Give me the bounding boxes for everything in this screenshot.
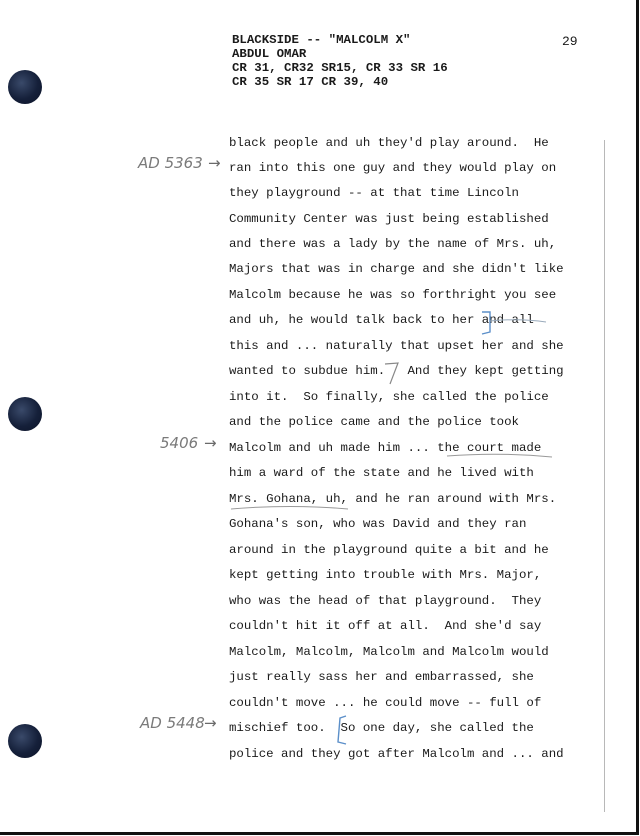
transcript-line: just really sass her and embarrassed, she <box>229 670 534 684</box>
arrow-right-icon: → <box>204 434 217 452</box>
page-number: 29 <box>562 34 578 49</box>
underline-mark <box>447 454 552 457</box>
underline-mark <box>231 507 348 510</box>
header-name: ABDUL OMAR <box>232 47 307 61</box>
transcript-line: they playground -- at that time Lincoln <box>229 186 519 200</box>
header-title: BLACKSIDE -- "MALCOLM X" <box>232 33 411 47</box>
transcript-line: him a ward of the state and he lived with <box>229 466 534 480</box>
timecode-annotation: 5406 <box>160 434 199 452</box>
bracket-mark <box>338 716 346 744</box>
transcript-line: ran into this one guy and they would play on <box>229 161 557 175</box>
transcript-line: couldn't hit it off at all. And she'd say <box>229 619 542 633</box>
transcript-line: around in the playground quite a bit and he <box>229 543 549 557</box>
transcript-line: and uh, he would talk back to her and all <box>229 313 534 327</box>
transcript-line: Malcolm, Malcolm, Malcolm and Malcolm would <box>229 645 549 659</box>
header-codes-2: CR 35 SR 17 CR 39, 40 <box>232 75 389 89</box>
transcript-line: Community Center was just being established <box>229 212 549 226</box>
transcript-line: couldn't move ... he could move -- full of <box>229 696 542 710</box>
transcript-line: kept getting into trouble with Mrs. Major, <box>229 568 542 582</box>
transcript-line: Majors that was in charge and she didn't like <box>229 262 564 276</box>
transcript-line: Malcolm and uh made him ... the court made <box>229 441 542 455</box>
header-codes-1: CR 31, CR32 SR15, CR 33 SR 16 <box>232 61 448 75</box>
bracket-mark <box>385 363 398 384</box>
transcript-line: Gohana's son, who was David and they ran <box>229 517 527 531</box>
underline-mark <box>490 320 546 322</box>
transcript-line: this and ... naturally that upset her and she <box>229 339 564 353</box>
transcript-line: Malcolm because he was so forthright you see <box>229 288 557 302</box>
arrow-right-icon: → <box>204 714 217 732</box>
transcript-line: black people and uh they'd play around. He <box>229 136 549 150</box>
transcript-line: and the police came and the police took <box>229 415 519 429</box>
transcript-line: Mrs. Gohana, uh, and he ran around with Mrs. <box>229 492 557 506</box>
transcript-line: wanted to subdue him. And they kept getting <box>229 364 564 378</box>
timecode-annotation: AD 5448 <box>140 714 205 732</box>
transcript-line: and there was a lady by the name of Mrs. uh, <box>229 237 557 251</box>
transcript-line: who was the head of that playground. They <box>229 594 542 608</box>
bracket-mark <box>482 312 490 334</box>
arrow-right-icon: → <box>208 154 221 172</box>
timecode-annotation: AD 5363 <box>138 154 203 172</box>
transcript-line: mischief too. So one day, she called the <box>229 721 534 735</box>
transcript-line: into it. So finally, she called the police <box>229 390 549 404</box>
transcript-line: police and they got after Malcolm and ... and <box>229 747 564 761</box>
